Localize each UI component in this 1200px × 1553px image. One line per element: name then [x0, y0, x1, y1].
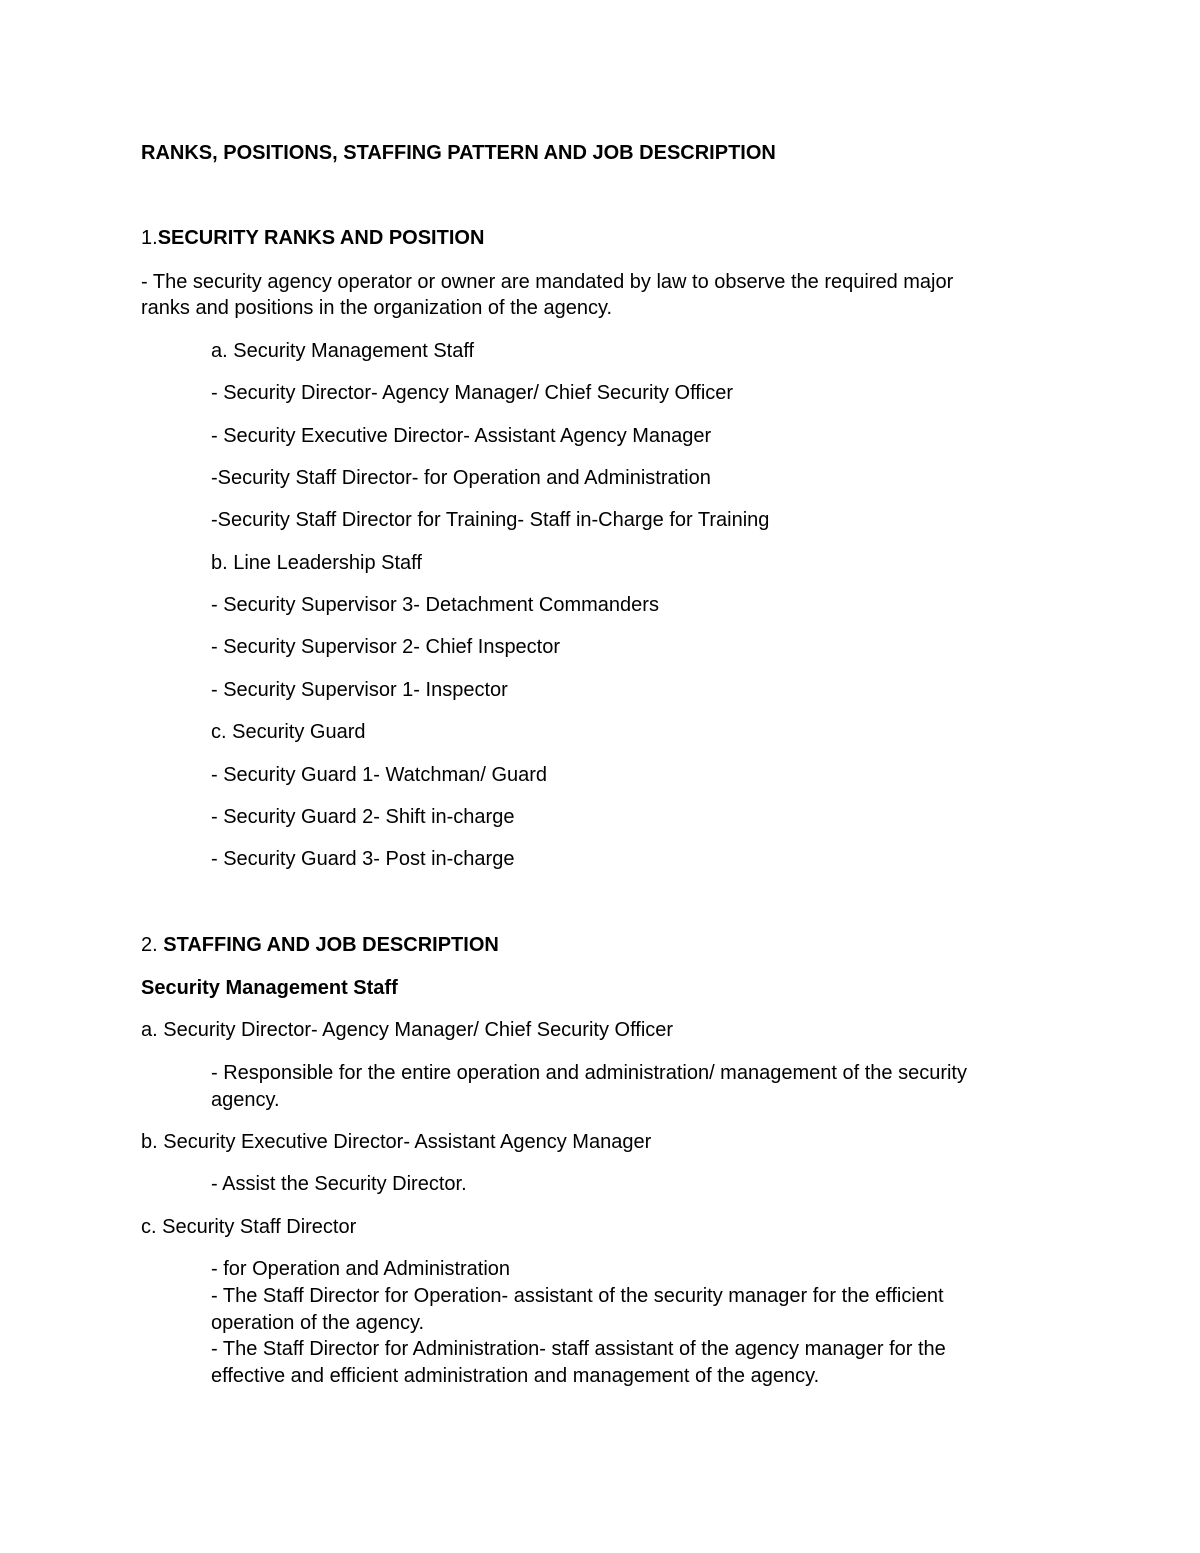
section-2-subheading: Security Management Staff — [141, 977, 398, 999]
section-1-title: SECURITY RANKS AND POSITION — [157, 227, 485, 249]
job-c-description-line: - for Operation and Administration — [211, 1258, 511, 1280]
rank-item: - Security Supervisor 2- Chief Inspector — [211, 636, 561, 658]
document-title: RANKS, POSITIONS, STAFFING PATTERN AND JOB DESCRIPTION — [141, 142, 776, 164]
job-c-title: c. Security Staff Director — [141, 1216, 357, 1238]
rank-item: -Security Staff Director for Training- Staff in-Charge for Training — [211, 509, 770, 531]
section-1-number: 1. — [141, 227, 158, 249]
rank-group-label: a. Security Management Staff — [211, 340, 475, 362]
section-2-number: 2. — [141, 934, 158, 956]
job-c-description-line: operation of the agency. — [211, 1312, 425, 1334]
job-b-title: b. Security Executive Director- Assistant Agency Manager — [141, 1131, 652, 1153]
job-c-description-line: - The Staff Director for Operation- assistant of the security manager for the efficient — [211, 1285, 944, 1307]
rank-group-label: b. Line Leadership Staff — [211, 552, 422, 574]
section-1-heading — [141, 225, 484, 251]
rank-item: - Security Guard 3- Post in-charge — [211, 848, 515, 870]
job-b-description: - Assist the Security Director. — [211, 1173, 467, 1195]
rank-item: - Security Supervisor 3- Detachment Commanders — [211, 594, 659, 616]
job-c-description-line: effective and efficient administration and management of the agency. — [211, 1365, 820, 1387]
job-a-description-line-2: agency. — [211, 1089, 280, 1111]
section-2-heading — [141, 932, 499, 958]
rank-item: -Security Staff Director- for Operation and Administration — [211, 467, 711, 489]
section-1-intro-line-1: - The security agency operator or owner are mandated by law to observe the required major — [141, 271, 954, 293]
rank-item: - Security Supervisor 1- Inspector — [211, 679, 508, 701]
rank-item: - Security Guard 1- Watchman/ Guard — [211, 764, 548, 786]
section-2-title: STAFFING AND JOB DESCRIPTION — [163, 934, 499, 956]
job-c-description-line: - The Staff Director for Administration- staff assistant of the agency manager for the — [211, 1338, 946, 1360]
rank-item: - Security Executive Director- Assistant Agency Manager — [211, 425, 712, 447]
section-1-intro-line-2: ranks and positions in the organization of the agency. — [141, 297, 613, 319]
rank-item: - Security Director- Agency Manager/ Chief Security Officer — [211, 382, 734, 404]
rank-group-label: c. Security Guard — [211, 721, 366, 743]
rank-item: - Security Guard 2- Shift in-charge — [211, 806, 515, 828]
job-a-description-line-1: - Responsible for the entire operation and administration/ management of the security — [211, 1062, 967, 1084]
job-a-title: a. Security Director- Agency Manager/ Chief Security Officer — [141, 1019, 674, 1041]
